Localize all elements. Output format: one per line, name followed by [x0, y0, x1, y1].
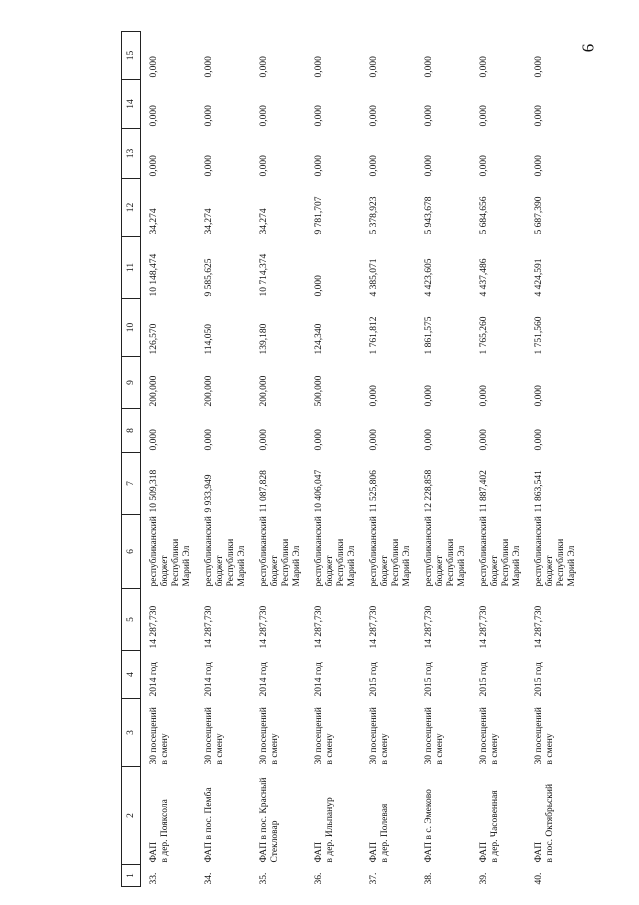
- capacity: 30 посещений в смену: [314, 707, 335, 765]
- column-number-8: 8: [122, 409, 141, 453]
- col-13: 0,000: [369, 155, 379, 177]
- col-7: 11 863,541: [534, 470, 544, 513]
- table-row: [141, 32, 197, 887]
- facility-name: ФАП в пос. Октябрьский: [534, 783, 555, 863]
- col-13: 0,000: [424, 155, 434, 177]
- estimated-cost: 14 287,730: [479, 605, 489, 649]
- table-row: [361, 32, 416, 887]
- funding-source: республиканский бюджет Республики Марий Эл: [204, 516, 247, 587]
- capacity: 30 посещений в смену: [149, 707, 170, 765]
- col-12: 34,274: [149, 208, 159, 235]
- estimated-cost: 14 287,730: [259, 605, 269, 649]
- col-12: 5 378,923: [369, 196, 379, 235]
- table-row: [196, 32, 251, 887]
- capacity: 30 посещений в смену: [369, 707, 390, 765]
- col-14: 0,000: [204, 105, 214, 127]
- col-9: 500,000: [314, 375, 324, 407]
- capacity: 30 посещений в смену: [534, 707, 555, 765]
- table-row: [416, 32, 471, 887]
- column-number-9: 9: [122, 357, 141, 409]
- col-14: 0,000: [479, 105, 489, 127]
- capacity: 30 посещений в смену: [204, 707, 225, 765]
- col-12: 34,274: [204, 208, 214, 235]
- table-row: [526, 32, 581, 887]
- col-8: 0,000: [149, 429, 159, 451]
- col-14: 0,000: [534, 105, 544, 127]
- col-7: 10 509,318: [149, 469, 159, 513]
- row-number: 38.: [424, 872, 434, 885]
- year: 2014 год: [259, 662, 269, 697]
- col-9: 0,000: [479, 385, 489, 407]
- col-11: 10 148,474: [149, 253, 159, 297]
- col-8: 0,000: [369, 429, 379, 451]
- col-10: 114,050: [204, 323, 214, 355]
- col-15: 0,000: [314, 56, 324, 78]
- col-10: 1 751,560: [534, 316, 544, 355]
- col-13: 0,000: [204, 155, 214, 177]
- table-row: [471, 32, 526, 887]
- col-15: 0,000: [534, 56, 544, 78]
- col-12: 34,274: [259, 208, 269, 235]
- col-14: 0,000: [369, 105, 379, 127]
- row-number: 33.: [149, 872, 159, 885]
- col-14: 0,000: [424, 105, 434, 127]
- col-8: 0,000: [424, 429, 434, 451]
- facilities-table: [121, 31, 581, 887]
- facility-name: ФАП в пос. Красный Стекловар: [259, 777, 280, 863]
- col-12: 5 684,656: [479, 196, 489, 235]
- col-10: 1 861,575: [424, 316, 434, 355]
- col-13: 0,000: [259, 155, 269, 177]
- col-8: 0,000: [259, 429, 269, 451]
- column-number-1: 1: [122, 865, 141, 887]
- col-13: 0,000: [314, 155, 324, 177]
- col-12: 5 943,678: [424, 196, 434, 235]
- col-8: 0,000: [479, 429, 489, 451]
- row-number: 36.: [314, 872, 324, 885]
- rotated-table-container: [121, 32, 639, 887]
- col-15: 0,000: [149, 56, 159, 78]
- col-14: 0,000: [314, 105, 324, 127]
- table-row: [251, 32, 306, 887]
- column-number-6: 6: [122, 515, 141, 589]
- funding-source: республиканский бюджет Республики Марий Эл: [424, 516, 467, 587]
- funding-source: республиканский бюджет Республики Марий Эл: [314, 516, 357, 587]
- col-9: 0,000: [534, 385, 544, 407]
- col-13: 0,000: [149, 155, 159, 177]
- column-number-7: 7: [122, 453, 141, 515]
- year: 2015 год: [479, 662, 489, 697]
- col-15: 0,000: [369, 56, 379, 78]
- col-7: 11 087,828: [259, 470, 269, 513]
- column-number-15: 15: [122, 32, 141, 80]
- col-9: 0,000: [424, 385, 434, 407]
- col-7: 10 406,047: [314, 469, 324, 513]
- column-number-header-row: [122, 32, 141, 887]
- year: 2015 год: [534, 662, 544, 697]
- col-15: 0,000: [479, 56, 489, 78]
- column-number-13: 13: [122, 129, 141, 179]
- estimated-cost: 14 287,730: [424, 605, 434, 649]
- funding-source: республиканский бюджет Республики Марий Эл: [534, 516, 577, 587]
- year: 2014 год: [314, 662, 324, 697]
- estimated-cost: 14 287,730: [534, 605, 544, 649]
- col-13: 0,000: [534, 155, 544, 177]
- estimated-cost: 14 287,730: [369, 605, 379, 649]
- column-number-2: 2: [122, 767, 141, 865]
- column-number-5: 5: [122, 589, 141, 651]
- col-14: 0,000: [149, 105, 159, 127]
- col-12: 5 687,390: [534, 196, 544, 235]
- col-12: 9 781,707: [314, 196, 324, 235]
- column-number-14: 14: [122, 80, 141, 129]
- col-7: 9 933,949: [204, 474, 214, 513]
- col-11: 9 585,625: [204, 258, 214, 297]
- col-10: 1 761,812: [369, 316, 379, 355]
- row-number: 39.: [479, 872, 489, 885]
- year: 2015 год: [369, 662, 379, 697]
- col-11: 10 714,374: [259, 253, 269, 297]
- col-9: 200,000: [204, 375, 214, 407]
- estimated-cost: 14 287,730: [149, 605, 159, 649]
- col-9: 200,000: [259, 375, 269, 407]
- table-row: [306, 32, 361, 887]
- estimated-cost: 14 287,730: [204, 605, 214, 649]
- capacity: 30 посещений в смену: [479, 707, 500, 765]
- facility-name: ФАП в дер. Часовенная: [479, 790, 500, 863]
- column-number-11: 11: [122, 237, 141, 299]
- col-15: 0,000: [259, 56, 269, 78]
- facility-name: ФАП в с. Эмеково: [424, 789, 434, 863]
- col-15: 0,000: [424, 56, 434, 78]
- col-7: 12 228,858: [424, 469, 434, 513]
- col-11: 4 424,591: [534, 258, 544, 297]
- row-number: 34.: [204, 872, 214, 885]
- capacity: 30 посещений в смену: [259, 707, 280, 765]
- col-11: 4 385,071: [369, 258, 379, 297]
- column-number-12: 12: [122, 179, 141, 237]
- col-7: 11 887,402: [479, 470, 489, 513]
- funding-source: республиканский бюджет Республики Марий Эл: [259, 516, 302, 587]
- col-9: 0,000: [369, 385, 379, 407]
- col-13: 0,000: [479, 155, 489, 177]
- col-8: 0,000: [314, 429, 324, 451]
- col-8: 0,000: [534, 429, 544, 451]
- column-number-10: 10: [122, 299, 141, 357]
- year: 2015 год: [424, 662, 434, 697]
- row-number: 35.: [259, 872, 269, 885]
- col-10: 139,180: [259, 323, 269, 355]
- facility-name: ФАП в дер. Пояксола: [149, 799, 170, 863]
- col-14: 0,000: [259, 105, 269, 127]
- col-9: 200,000: [149, 375, 159, 407]
- funding-source: республиканский бюджет Республики Марий Эл: [149, 516, 192, 587]
- funding-source: республиканский бюджет Республики Марий Эл: [369, 516, 412, 587]
- funding-source: республиканский бюджет Республики Марий Эл: [479, 516, 522, 587]
- col-10: 124,340: [314, 323, 324, 355]
- column-number-4: 4: [122, 651, 141, 699]
- year: 2014 год: [204, 662, 214, 697]
- row-number: 37.: [369, 872, 379, 885]
- estimated-cost: 14 287,730: [314, 605, 324, 649]
- facility-name: ФАП в дер. Полевая: [369, 803, 390, 863]
- capacity: 30 посещений в смену: [424, 707, 445, 765]
- col-11: 4 423,605: [424, 258, 434, 297]
- col-8: 0,000: [204, 429, 214, 451]
- col-15: 0,000: [204, 56, 214, 78]
- col-10: 1 765,260: [479, 316, 489, 355]
- facility-name: ФАП в дер. Ильпанур: [314, 797, 335, 863]
- page-number: 9: [578, 43, 598, 53]
- col-11: 0,000: [314, 275, 324, 297]
- col-11: 4 437,486: [479, 258, 489, 297]
- facility-name: ФАП в пос. Пемба: [204, 787, 214, 863]
- row-number: 40.: [534, 872, 544, 885]
- column-number-3: 3: [122, 699, 141, 767]
- col-7: 11 525,806: [369, 470, 379, 513]
- year: 2014 год: [149, 662, 159, 697]
- col-10: 126,570: [149, 323, 159, 355]
- table-body: [141, 32, 582, 887]
